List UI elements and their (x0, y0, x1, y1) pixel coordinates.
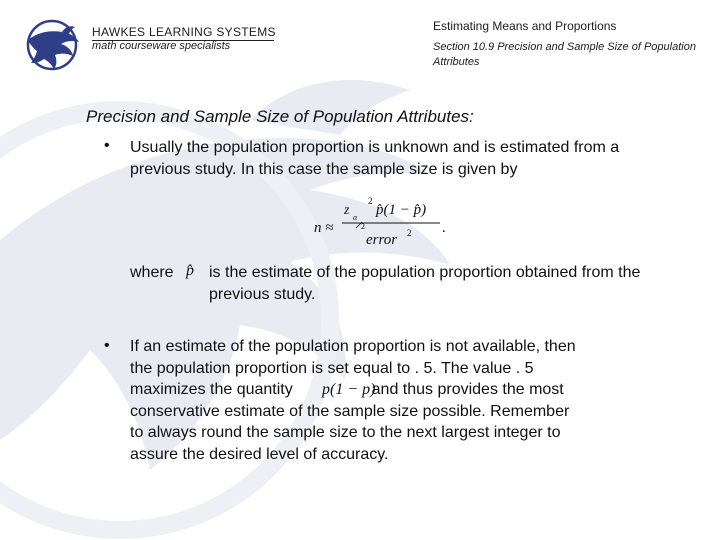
bullet-2-line-5: to always round the sample size to the next largest integer to (130, 424, 561, 441)
sample-size-formula (310, 192, 450, 250)
course-title: Estimating Means and Proportions (433, 19, 617, 33)
formula-half: 2 (361, 222, 365, 231)
bullet-marker: • (104, 137, 110, 154)
svg-text:p(1 − p): p(1 − p) (322, 381, 376, 398)
section-title: Section 10.9 Precision and Sample Size of Population Attributes (433, 41, 696, 68)
formula-phat-term: p̂(1 − p̂) (376, 202, 427, 218)
eagle-logo-icon (24, 18, 82, 72)
svg-text:p̂: p̂ (186, 262, 194, 279)
formula-square: 2 (368, 196, 373, 206)
bullet-marker: • (104, 337, 110, 354)
bullet-1-text: Usually the population proportion is unknown and is estimated from a previous study. In this case the sample size is given by (130, 139, 620, 178)
bullet-2-line-3-pre: maximizes the quantity (130, 381, 293, 398)
bullet-2-line-3-post: and thus provides the most (371, 381, 564, 398)
formula-z: z (344, 203, 350, 218)
bullet-2-line-3 (130, 379, 670, 401)
company-name: HAWKES LEARNING SYSTEMS (92, 25, 276, 39)
phat-symbol (183, 258, 203, 282)
quantity-expression (320, 378, 384, 400)
formula-den-square: 2 (407, 228, 412, 238)
bullet-2-line-6: assure the desired level of accuracy. (130, 445, 389, 463)
bullet-2-line-4: conservative estimate of the sample size possible. Remember (130, 402, 570, 420)
slide-header (0, 0, 720, 80)
company-tagline: math courseware specialists (92, 40, 231, 52)
formula-denominator: error (366, 232, 398, 248)
formula-period: . (442, 220, 446, 236)
formula-lhs: n ≈ (314, 220, 334, 236)
where-label: where (130, 264, 174, 281)
bullet-2-line-2: the population proportion is set equal to . 5. The value . 5 (130, 359, 534, 377)
slide-title: Precision and Sample Size of Population Attributes: (86, 107, 474, 126)
formula-alpha: α (353, 213, 358, 222)
bullet-2-line-1: If an estimate of the population proportion is not available, then (130, 338, 576, 355)
where-description: is the estimate of the population proportion obtained from the previous study. (209, 264, 641, 303)
